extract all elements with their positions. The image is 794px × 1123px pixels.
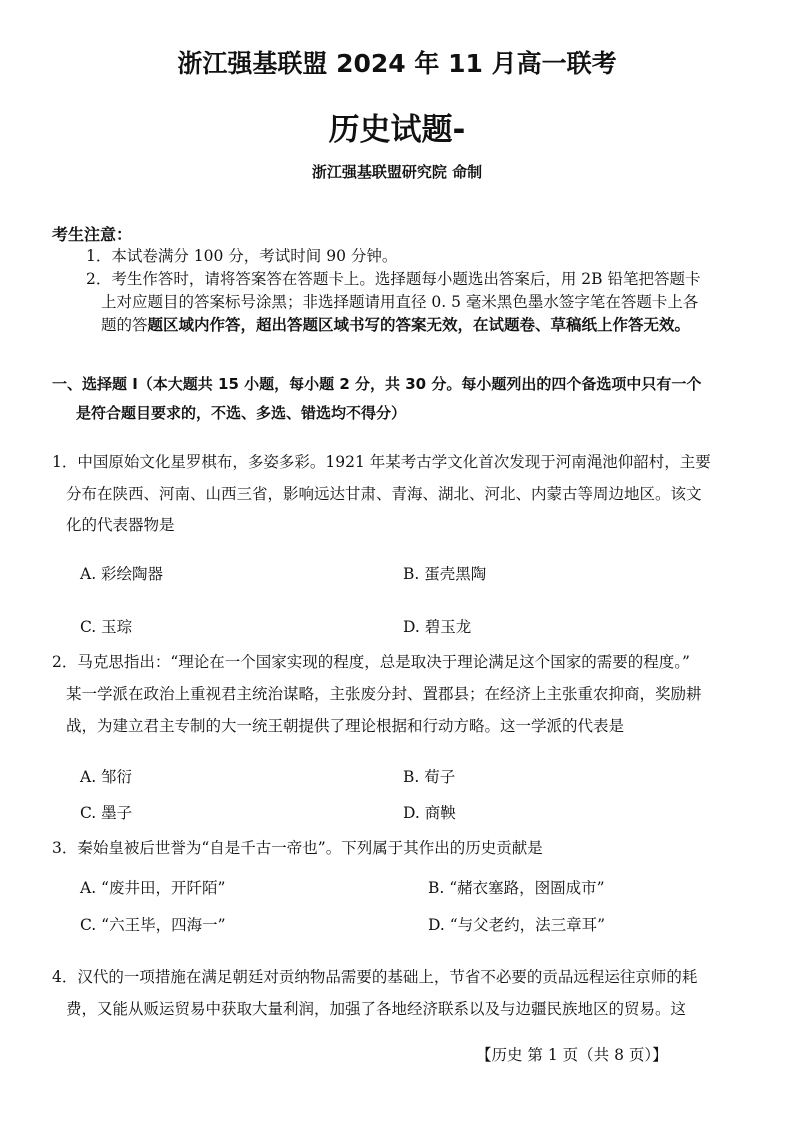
question-3-option-a: A. “废井田，开阡陌” (80, 879, 226, 897)
question-1-option-d: D. 碧玉龙 (403, 618, 472, 636)
page-footer: 【历史 第 1 页（共 8 页）】 (476, 1046, 668, 1064)
question-2-option-b: B. 荀子 (403, 768, 456, 786)
question-1-option-c: C. 玉琮 (80, 618, 133, 636)
question-2-option-a: A. 邹衍 (80, 768, 133, 786)
question-2-line-2: 某一学派在政治上重视君主统治谋略，主张废分封、置郡县；在经济上主张重农抑商，奖励耕 (66, 685, 702, 703)
notice-item-2-line-3-bold: 题区域内作答，超出答题区域书写的答案无效，在试题卷、草稿纸上作答无效。 (147, 316, 691, 334)
question-4-line-2: 费，又能从贩运贸易中获取大量利润，加强了各地经济联系以及与边疆民族地区的贸易。这 (66, 1000, 687, 1018)
question-2-line-3: 战，为建立君主专制的大一统王朝提供了理论根据和行动方略。这一学派的代表是 (66, 717, 625, 735)
exam-title: 浙江强基联盟 2024 年 11 月高一联考 (177, 49, 617, 78)
subject-title: 历史试题- (328, 112, 466, 148)
section-heading-line-1: 一、选择题 I（本大题共 15 小题，每小题 2 分，共 30 分。每小题列出的四个备选项中只有一个 (52, 375, 702, 393)
notice-item-2-line-2: 上对应题目的答案标号涂黑；非选择题请用直径 0. 5 毫米黑色墨水签字笔在答题卡上各 (101, 293, 699, 311)
question-3-option-d: D. “与父老约，法三章耳” (428, 916, 606, 934)
question-2-option-d: D. 商鞅 (403, 804, 456, 822)
question-2-option-c: C. 墨子 (80, 804, 133, 822)
question-1-line-2: 分布在陕西、河南、山西三省，影响远达甘肃、青海、湖北、河北、内蒙古等周边地区。该文 (66, 485, 702, 503)
question-1-line-1: 1．中国原始文化星罗棋布，多姿多彩。1921 年某考古学文化首次发现于河南渑池仰韶村，主要 (52, 453, 711, 471)
notice-item-2-line-3-normal: 题的答 (101, 316, 148, 334)
author-line: 浙江强基联盟研究院 命制 (311, 163, 483, 181)
question-1-option-b: B. 蛋壳黑陶 (403, 565, 487, 583)
question-3-option-c: C. “六王毕，四海一” (80, 916, 226, 934)
question-1-line-3: 化的代表器物是 (66, 516, 175, 534)
notice-item-1: 1．本试卷满分 100 分，考试时间 90 分钟。 (86, 247, 398, 265)
section-heading-line-2: 是符合题目要求的，不选、多选、错选均不得分） (76, 404, 407, 422)
notice-item-2-line-3 (101, 314, 690, 336)
question-2-line-1: 2．马克思指出：“理论在一个国家实现的程度，总是取决于理论满足这个国家的需要的程度。” (52, 653, 690, 671)
notice-heading: 考生注意： (52, 225, 133, 244)
question-1-option-a: A. 彩绘陶器 (80, 565, 164, 583)
question-4-line-1: 4．汉代的一项措施在满足朝廷对贡纳物品需要的基础上，节省不必要的贡品远程运往京师的耗 (52, 968, 698, 986)
question-3-line-1: 3．秦始皇被后世誉为“自是千古一帝也”。下列属于其作出的历史贡献是 (52, 839, 543, 857)
question-3-option-b: B. “赭衣塞路，囹圄成市” (428, 879, 605, 897)
notice-item-2-line-1: 2．考生作答时，请将答案答在答题卡上。选择题每小题选出答案后，用 2B 铅笔把答题卡 (86, 270, 701, 288)
